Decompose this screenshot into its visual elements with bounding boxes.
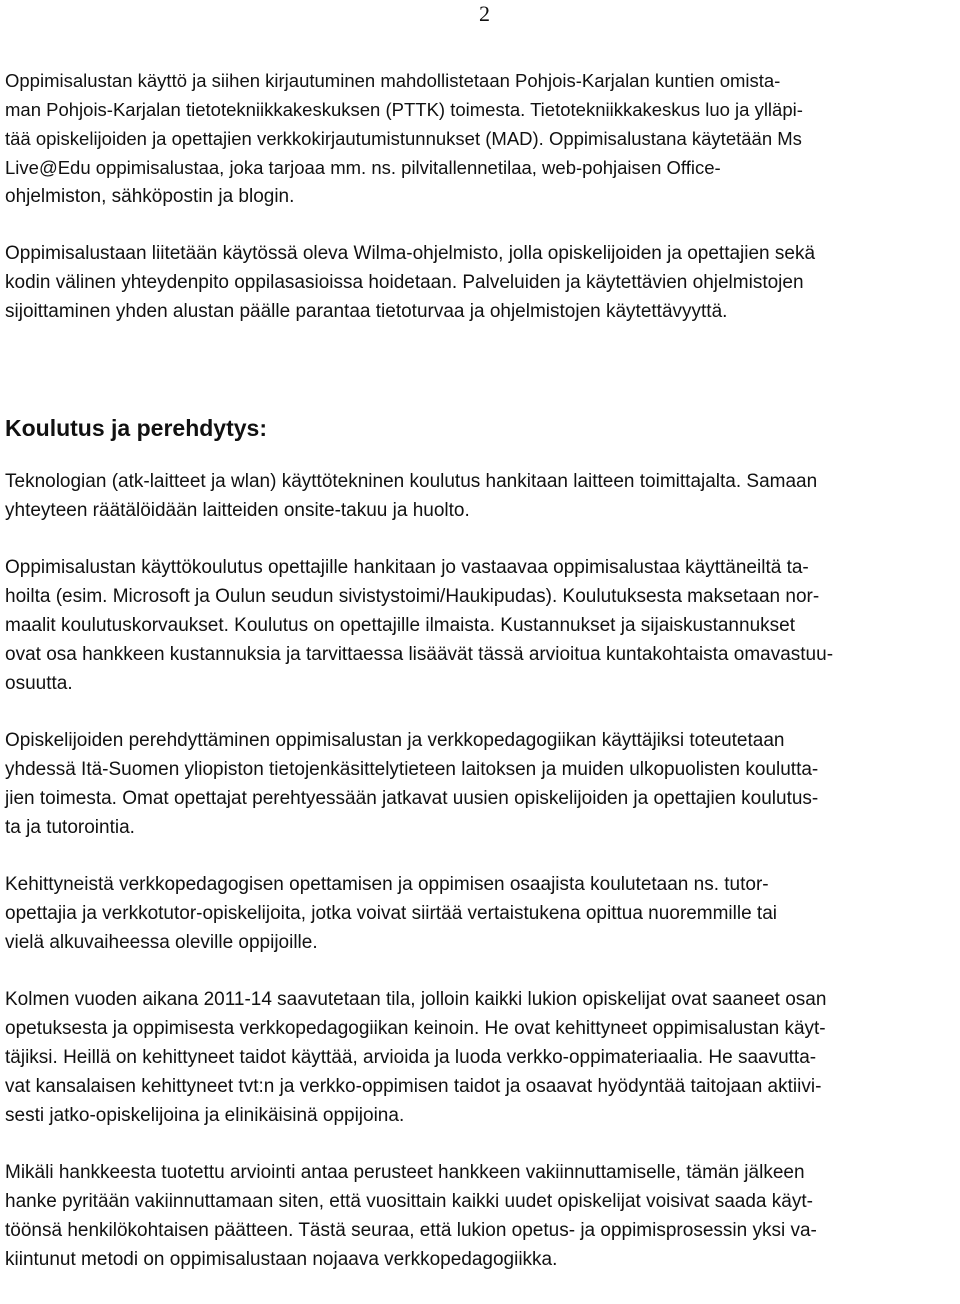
text-line: Mikäli hankkeesta tuotettu arviointi antaa perusteet hankkeen vakiinnuttamiselle, tämän jälkeen: [5, 1162, 805, 1183]
paragraph-wilma: [5, 239, 955, 326]
text-line: ohjelmiston, sähköpostin ja blogin.: [5, 186, 295, 207]
paragraph-tutoropettajat: [5, 870, 955, 957]
text-line: Live@Edu oppimisalustaa, joka tarjoaa mm. ns. pilvitallennetilaa, web-pohjaisen Office-: [5, 157, 721, 178]
section-heading: Koulutus ja perehdytys:: [5, 415, 267, 441]
text-line: hoilta (esim. Microsoft ja Oulun seudun sivistystoimi/Haukipudas). Koulutuksesta maksetaan nor-: [5, 586, 820, 607]
paragraph-kayttokoulutus: [5, 553, 955, 698]
text-line: vielä alkuvaiheessa oleville oppijoille.: [5, 932, 318, 953]
text-line: ovat osa hankkeen kustannuksia ja tarvittaessa lisäävät tässä arvioitua kuntakohtaista omavastuu-: [5, 644, 834, 665]
text-line: maalit koulutuskorvaukset. Koulutus on opettajille ilmaista. Kustannukset ja sijaiskustannukset: [5, 615, 795, 636]
text-line: man Pohjois-Karjalan tietotekniikkakeskuksen (PTTK) toimesta. Tietotekniikkakeskus luo ja ylläpi-: [5, 99, 803, 120]
text-line: sijoittaminen yhden alustan päälle parantaa tietoturvaa ja ohjelmistojen käytettävyyttä.: [5, 301, 728, 322]
paragraph-teknologia-koulutus: [5, 467, 955, 525]
text-line: jien toimesta. Omat opettajat perehtyessään jatkavat uusien opiskelijoiden ja opettajien koulutus-: [5, 788, 819, 809]
document-body: [5, 66, 955, 1302]
text-line: opettajia ja verkkotutor-opiskelijoita, jotka voivat siirtää vertaistukena opittua nuoremmille tai: [5, 903, 777, 924]
text-line: yhteyteen räätälöidään laitteiden onsite-takuu ja huolto.: [5, 500, 470, 521]
text-line: yhdessä Itä-Suomen yliopiston tietojenkäsittelytieteen laitoksen ja muiden ulkopuolisten koulutta-: [5, 759, 819, 780]
text-line: sesti jatko-opiskelijoina ja elinikäisinä oppijoina.: [5, 1105, 405, 1126]
text-line: täjiksi. Heillä on kehittyneet taidot käyttää, arvioida ja luoda verkko-oppimateriaalia. He saavutta-: [5, 1047, 817, 1068]
text-line: Kehittyneistä verkkopedagogisen opettamisen ja oppimisen osaajista koulutetaan ns. tutor-: [5, 874, 769, 895]
text-line: ta ja tutorointia.: [5, 817, 135, 838]
text-line: tää opiskelijoiden ja opettajien verkkokirjautumistunnukset (MAD). Oppimisalustana käytetään Ms: [5, 128, 802, 149]
text-line: Kolmen vuoden aikana 2011-14 saavutetaan tila, jolloin kaikki lukion opiskelijat ovat saaneet osan: [5, 989, 827, 1010]
text-line: Oppimisalustan käyttö ja siihen kirjautuminen mahdollistetaan Pohjois-Karjalan kuntien omista-: [5, 70, 781, 91]
text-line: Opiskelijoiden perehdyttäminen oppimisalustan ja verkkopedagogiikan käyttäjiksi toteutetaan: [5, 730, 785, 751]
text-line: opetuksesta ja oppimisesta verkkopedagogiikan keinoin. He ovat kehittyneet oppimisalustan käyt-: [5, 1018, 826, 1039]
text-line: kodin välinen yhteydenpito oppilasasioissa hoidetaan. Palveluiden ja käytettävien ohjelmistojen: [5, 272, 804, 293]
text-line: Teknologian (atk-laitteet ja wlan) käyttötekninen koulutus hankitaan laitteen toimittajalta. Samaan: [5, 471, 818, 492]
paragraph-vakiinnuttaminen: [5, 1158, 955, 1274]
paragraph-oppimisalusta-kaytto: [5, 66, 955, 211]
text-line: Oppimisalustaan liitetään käytössä oleva Wilma-ohjelmisto, jolla opiskelijoiden ja opettajien sekä: [5, 243, 816, 264]
paragraph-kolmen-vuoden-aikana: [5, 985, 955, 1130]
text-line: vat kansalaisen kehittyneet tvt:n ja verkko-oppimisen taidot ja osaavat hyödyntää taitojaan aktiivi-: [5, 1076, 822, 1097]
text-line: kiintunut metodi on oppimisalustaan nojaava verkkopedagogiikka.: [5, 1249, 558, 1270]
text-line: Oppimisalustan käyttökoulutus opettajille hankitaan jo vastaavaa oppimisalustaa käyttäneiltä ta-: [5, 557, 809, 578]
text-line: hanke pyritään vakiinnuttamaan siten, että vuosittain kaikki uudet opiskelijat voisivat saada käyt-: [5, 1191, 813, 1212]
text-line: osuutta.: [5, 673, 73, 694]
text-line: töönsä henkilökohtaisen päätteen. Tästä seuraa, että lukion opetus- ja oppimisprosessin yksi va-: [5, 1220, 817, 1241]
paragraph-opiskelijoiden-perehdytys: [5, 726, 955, 842]
page-number: 2: [479, 1, 490, 26]
